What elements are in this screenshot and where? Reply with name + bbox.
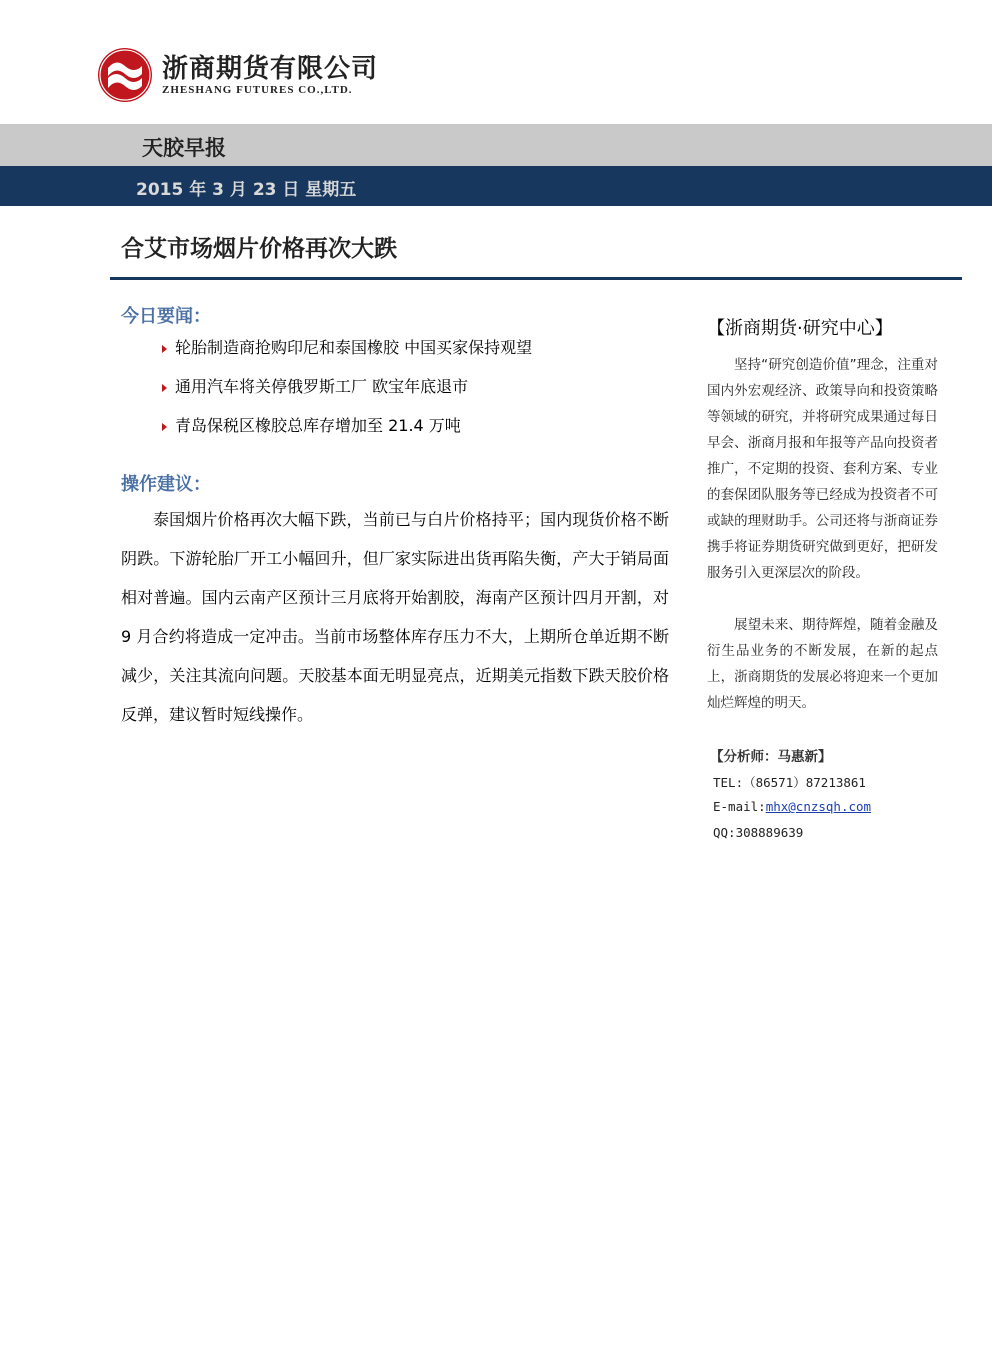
news-section-title: 今日要闻：	[121, 306, 211, 327]
report-title: 天胶早报	[142, 136, 226, 160]
news-item	[162, 413, 461, 436]
company-name-en: ZHESHANG FUTURES CO.,LTD.	[162, 84, 353, 96]
report-title-band	[0, 124, 992, 166]
contact-tel	[713, 773, 866, 791]
contact-email	[713, 799, 871, 814]
sidebar-intro-paragraph: 坚持“研究创造价值”理念，注重对国内外宏观经济、政策导向和投资策略等领域的研究，并将研究成果通过每日早会、浙商月报和年报等产品向投资者推广，不定期的投资、套利方案、专业的套保团队服务等已经成为投资者不可或缺的理财助手。公司还将与浙商证券携手将证券期货研究做到更好，把研发服务引入更深层次的阶段。	[707, 357, 938, 581]
bullet-arrow-icon	[162, 423, 167, 431]
news-item-text: 青岛保税区橡胶总库存增加至 21.4 万吨	[175, 416, 461, 435]
email-link[interactable]: mhx@cnzsqh.com	[765, 799, 872, 814]
date-band	[0, 166, 992, 206]
company-name-cn: 浙商期货有限公司	[162, 54, 379, 84]
qq-label: QQ:	[713, 825, 736, 840]
tel-label: TEL:	[713, 775, 744, 790]
bullet-arrow-icon	[162, 384, 167, 392]
report-date: 2015 年 3 月 23 日 星期五	[136, 180, 357, 200]
headline: 合艾市场烟片价格再次大跌	[121, 236, 397, 262]
qq-value: 308889639	[735, 825, 804, 840]
contact-qq	[713, 825, 803, 840]
advice-section-title: 操作建议：	[121, 474, 211, 495]
company-logo-icon	[96, 46, 154, 104]
analyst-label: 【分析师：马惠新】	[710, 749, 832, 765]
sidebar-title: 【浙商期货·研究中心】	[707, 318, 893, 339]
news-item-text: 通用汽车将关停俄罗斯工厂 欧宝年底退市	[175, 377, 469, 396]
company-logo	[96, 46, 379, 106]
email-label: E-mail:	[713, 799, 766, 814]
tel-value: （86571）87213861	[743, 775, 866, 790]
news-item	[162, 374, 468, 397]
sidebar-outlook-paragraph: 展望未来、期待辉煌，随着金融及衍生品业务的不断发展，在新的起点上，浙商期货的发展必将迎来一个更加灿烂辉煌的明天。	[707, 617, 938, 711]
headline-divider	[110, 277, 962, 280]
news-item	[162, 335, 532, 358]
news-item-text: 轮胎制造商抢购印尼和泰国橡胶 中国买家保持观望	[175, 338, 533, 357]
advice-paragraph: 泰国烟片价格再次大幅下跌，当前已与白片价格持平；国内现货价格不断阴跌。下游轮胎厂开工小幅回升，但厂家实际进出货再陷失衡，产大于销局面相对普遍。国内云南产区预计三月底将开始割胶，海南产区预计四月开割，对 9 月合约将造成一定冲击。当前市场整体库存压力不大，上期所仓单近期不断减少，关注其流向问题。天胶基本面无明显亮点，近期美元指数下跌天胶价格反弹，建议暂时短线操作。	[121, 510, 669, 724]
bullet-arrow-icon	[162, 345, 167, 353]
